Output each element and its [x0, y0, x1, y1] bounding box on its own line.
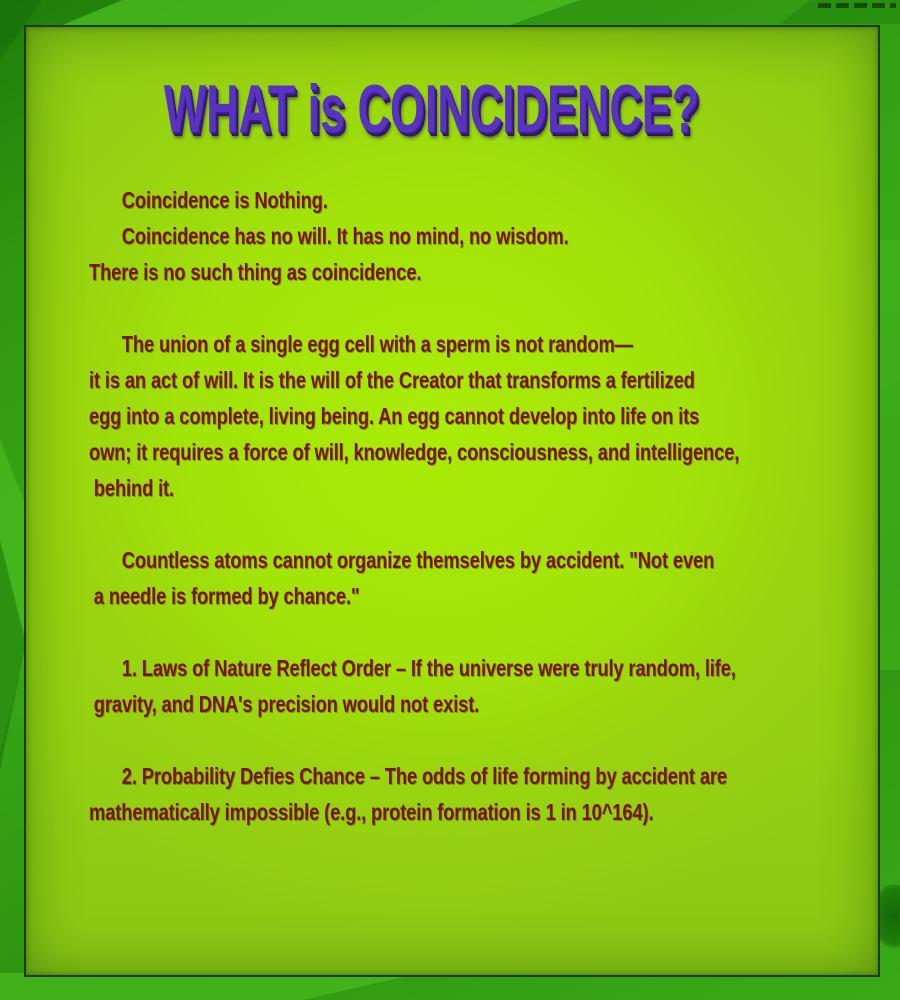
poster-panel	[24, 25, 880, 977]
poster-body	[89, 182, 900, 866]
paragraph-probability	[89, 758, 900, 830]
paragraph-atoms	[89, 542, 900, 614]
text-line: egg into a complete, living being. An egg cannot develop into life on its	[89, 403, 700, 429]
text-line: The union of a single egg cell with a sperm is not random—	[121, 331, 633, 357]
text-line: a needle is formed by chance."	[93, 583, 360, 609]
text-line: 2. Probability Defies Chance – The odds of life forming by accident are	[121, 763, 727, 789]
frame-highlight-top	[60, 0, 580, 26]
paragraph-intro	[89, 182, 900, 290]
text-line: it is an act of will. It is the will of the Creator that transforms a fertilized	[89, 367, 695, 393]
text-line: Countless atoms cannot organize themselves by accident. "Not even	[121, 547, 715, 573]
poster-title: WHAT is COINCIDENCE?	[163, 71, 700, 147]
text-line: behind it.	[93, 475, 174, 501]
text-line: 1. Laws of Nature Reflect Order – If the universe were truly random, life,	[121, 655, 736, 681]
text-line: own; it requires a force of will, knowledge, consciousness, and intelligence,	[89, 439, 740, 465]
frame-highlight-bottom	[0, 973, 540, 1000]
text-line: gravity, and DNA's precision would not exist.	[93, 691, 480, 717]
text-line: mathematically impossible (e.g., protein formation is 1 in 10^164).	[89, 799, 654, 825]
text-line: Coincidence has no will. It has no mind, no wisdom.	[121, 223, 569, 249]
text-line: There is no such thing as coincidence.	[89, 259, 422, 285]
paragraph-union	[89, 326, 900, 506]
watermark	[818, 3, 896, 8]
paragraph-laws-of-nature	[89, 650, 900, 722]
title-row	[26, 71, 832, 147]
text-line: Coincidence is Nothing.	[121, 187, 328, 213]
